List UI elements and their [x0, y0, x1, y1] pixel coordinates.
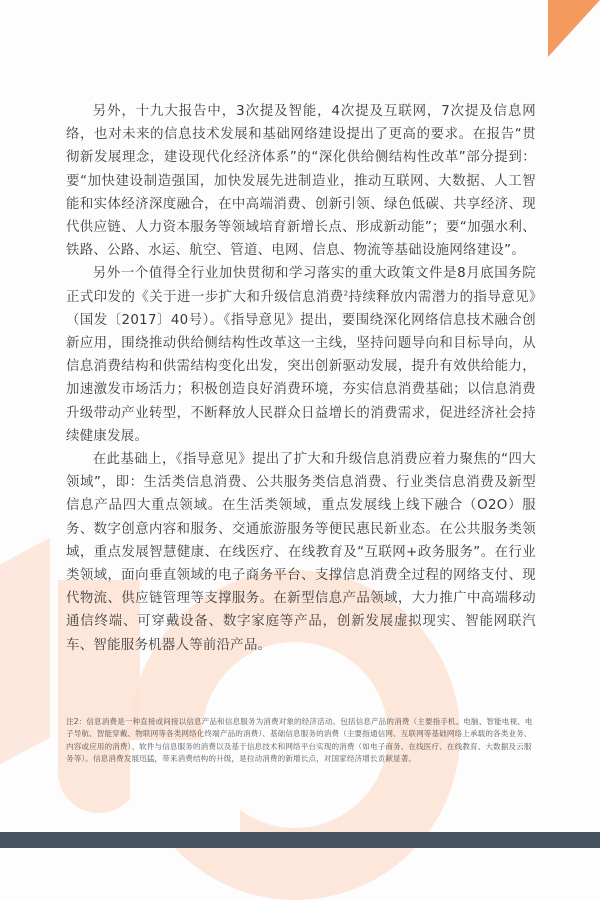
paragraph-1: 另外，十九大报告中，3次提及智能，4次提及互联网，7次提及信息网络，也对未来的信息技术发展和基础网络建设提出了更高的要求。在报告“贯彻新发展理念，建设现代化经济体系”的“深化供给侧结构性改革”部分提到：要“加快建设制造强国，加快发展先进制造业，推动互联网、大数据、人工智能和实体经济深度融合，在中高端消费、创新引领、绿色低碳、共享经济、现代供应链、人力资本服务等领域培育新增长点、形成新动能”；要“加强水利、铁路、公路、水运、航空、管道、电网、信息、物流等基础设施网络建设”。: [66, 104, 536, 259]
footnote-reference: 2: [343, 289, 349, 298]
footer-bar: [0, 832, 600, 848]
paragraph-2-part-2: 持续释放内需潜力的指导意见》（国发〔2017〕40号）。《指导意见》提出，要围绕深化网络信息技术融合创新应用，围绕推动供给侧结构性改革这一主线，坚持问题导向和目标导向，从信息消费结构和供需结构变化出发，突出创新驱动发展，提升有效供给能力，加速激发市场活力；积极创造良好消费环境，夯实信息消费基础；以信息消费升级带动产业转型，不断释放人民群众日益增长的消费需求，促进经济社会持续健康发展。: [66, 289, 536, 444]
paragraph-2: [66, 262, 536, 448]
body-text: [66, 100, 536, 657]
background-shape-left-slant: [0, 538, 50, 775]
footnote: 注2：信息消费是一种直接或间接以信息产品和信息服务为消费对象的经济活动。包括信息产品的消费（主要指手机、电脑、智能电视、电子导航、智能穿戴、物联网等各类网络化终端产品的消费）、基础信息服务的消费（主要指通信网、互联网等基础网络上承载的各类业务、内容或应用的消费）、软件与信息服务的消费以及基于信息技术和网络平台实现的消费（如电子商务、在线医疗、在线教育、大数据及云服务等）。信息消费发展迅猛，带来消费结构的升级，是拉动消费的新增长点，对国家经济增长贡献显著。: [66, 717, 533, 764]
paragraph-2-part-1: 另外一个值得全行业加快贯彻和学习落实的重大政策文件是8月底国务院正式印发的《关于进一步扩大和升级信息消费: [66, 266, 536, 305]
corner-triangle-decoration: [548, 0, 600, 57]
paragraph-3: 在此基础上，《指导意见》提出了扩大和升级信息消费应着力聚焦的“四大领域”，即：生活类信息消费、公共服务类信息消费、行业类信息消费及新型信息产品四大重点领域。在生活类领域，重点发展线上线下融合（O2O）服务、数字创意内容和服务、交通旅游服务等便民惠民新业态。在公共服务类领域，重点发展智慧健康、在线医疗、在线教育及“互联网+政务服务”。在行业类领域，面向垂直领域的电子商务平台、支撑信息消费全过程的网络支付、现代物流、供应链管理等支撑服务。在新型信息产品领域，大力推广中高端移动通信终端、可穿戴设备、数字家庭等产品，创新发展虚拟现实、智能网联汽车、智能服务机器人等前沿产品。: [66, 452, 536, 653]
